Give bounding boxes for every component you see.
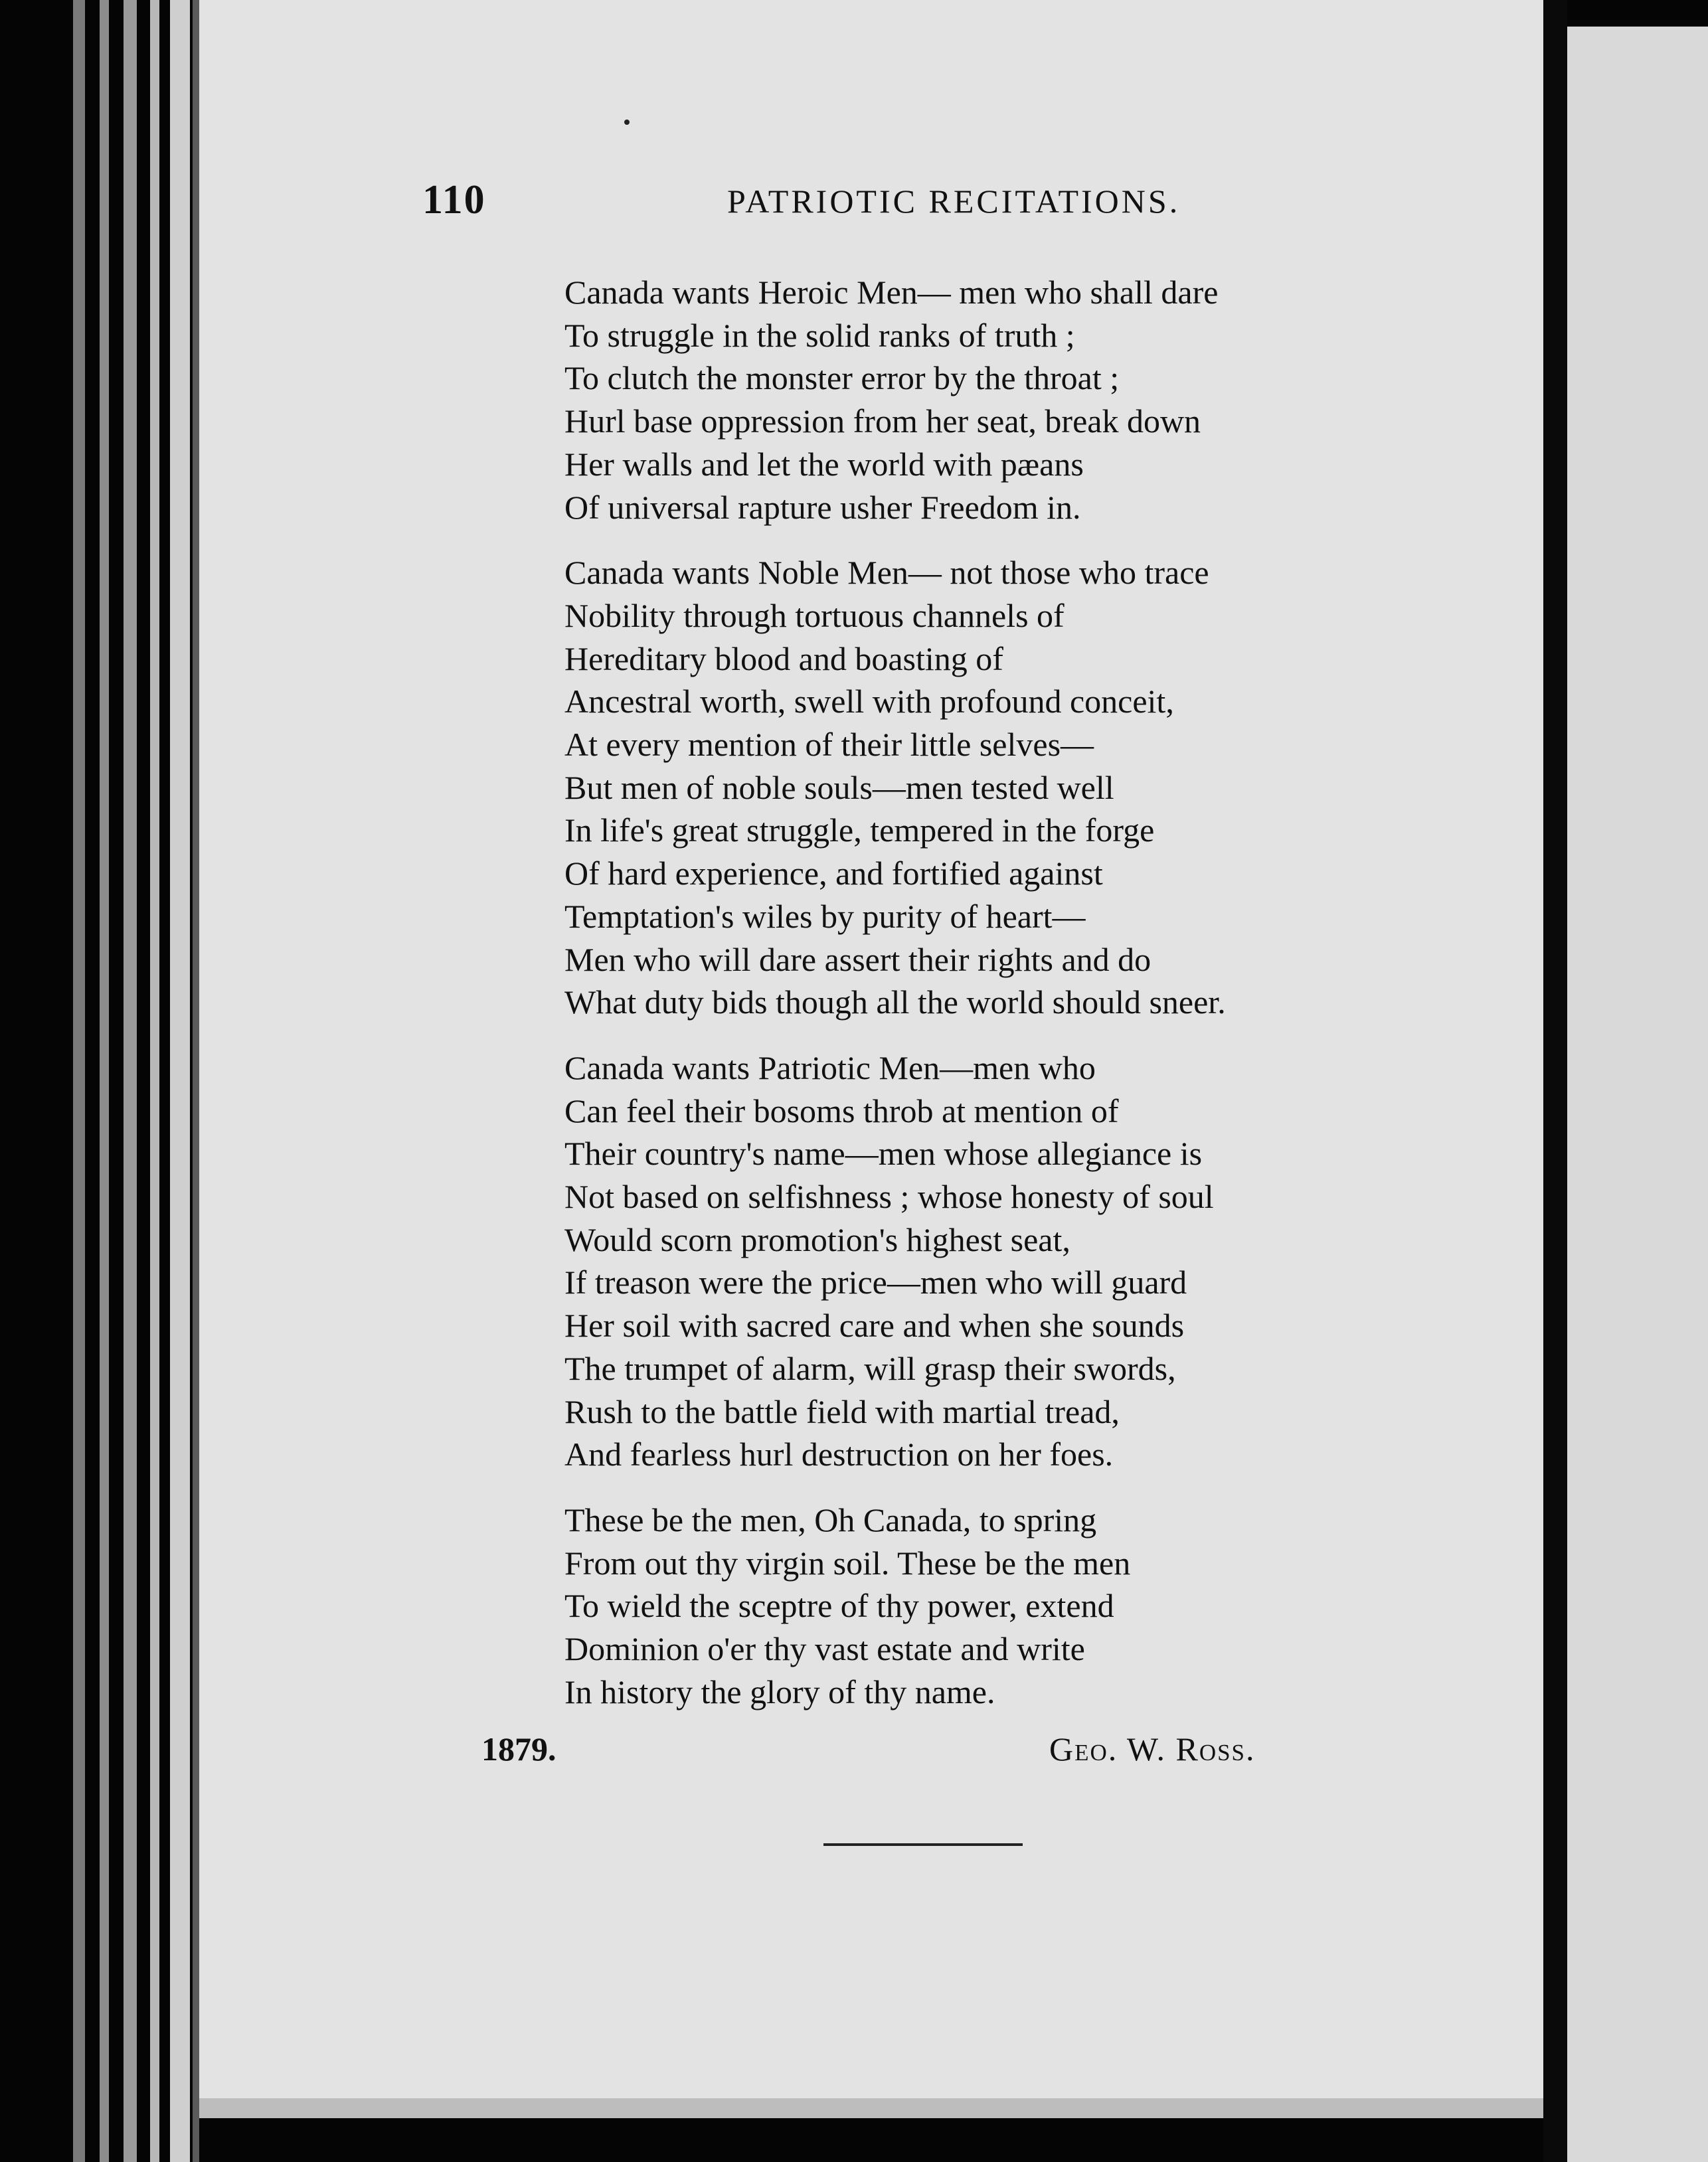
- page-number: 110: [422, 177, 486, 222]
- stanza: [564, 551, 1226, 1024]
- poem-line: Of universal rapture usher Freedom in.: [564, 488, 1081, 526]
- poem-line: In life's great struggle, tempered in the forge: [564, 811, 1155, 849]
- poem-line: Her soil with sacred care and when she sounds: [564, 1307, 1185, 1345]
- book-page: [199, 0, 1543, 2118]
- ink-speck: [624, 120, 630, 125]
- poem-line: If treason were the price—men who will guard: [564, 1264, 1187, 1301]
- poem-author: Geo. W. Ross.: [1049, 1730, 1256, 1768]
- poem-line: What duty bids though all the world should sneer.: [564, 983, 1226, 1021]
- poem-line: Can feel their bosoms throb at mention of: [564, 1092, 1119, 1129]
- poem-line: The trumpet of alarm, will grasp their swords,: [564, 1349, 1176, 1387]
- poem-line: From out thy virgin soil. These be the men: [564, 1544, 1131, 1582]
- poem-line: Rush to the battle field with martial tread,: [564, 1392, 1120, 1430]
- poem-line: Men who will dare assert their rights and do: [564, 940, 1152, 978]
- poem-line: Canada wants Patriotic Men—men who: [564, 1048, 1096, 1086]
- adjacent-page: [1567, 27, 1708, 2162]
- poem-line: Dominion o'er thy vast estate and write: [564, 1630, 1085, 1668]
- page-edge: [150, 0, 159, 2162]
- poem-line: Canada wants Heroic Men— men who shall dare: [564, 274, 1219, 311]
- poem-line: To struggle in the solid ranks of truth ;: [564, 316, 1075, 354]
- poem-line: Not based on selfishness ; whose honesty of soul: [564, 1178, 1214, 1216]
- poem-line: But men of noble souls—men tested well: [564, 768, 1114, 806]
- book-title: PATRIOTIC RECITATIONS.: [727, 183, 1181, 220]
- poem-line: And fearless hurl destruction on her foes.: [564, 1436, 1114, 1473]
- end-rule: [823, 1843, 1023, 1846]
- poem-line: At every mention of their little selves—: [564, 726, 1094, 764]
- poem-line: Ancestral worth, swell with profound conceit,: [564, 683, 1174, 720]
- poem-line: To clutch the monster error by the throat ;: [564, 359, 1120, 397]
- poem-line: Would scorn promotion's highest seat,: [564, 1220, 1070, 1258]
- page-edge: [73, 0, 85, 2162]
- stanza: [564, 271, 1226, 529]
- stanza: [564, 1499, 1226, 1714]
- poem-line: Her walls and let the world with pæans: [564, 445, 1084, 483]
- page-edge: [193, 0, 199, 2162]
- poem-line: In history the glory of thy name.: [564, 1673, 995, 1710]
- gutter-shadow: [1543, 0, 1567, 2162]
- page-edge: [100, 0, 109, 2162]
- poem: [564, 271, 1226, 1736]
- poem-line: To wield the sceptre of thy power, extend: [564, 1587, 1114, 1625]
- poem-line: Their country's name—men whose allegiance is: [564, 1135, 1203, 1173]
- poem-line: Hereditary blood and boasting of: [564, 639, 1003, 677]
- stanza: [564, 1046, 1226, 1476]
- page-edge: [170, 0, 190, 2162]
- poem-line: Temptation's wiles by purity of heart—: [564, 897, 1086, 935]
- page-edge: [124, 0, 137, 2162]
- poem-line: Of hard experience, and fortified against: [564, 855, 1103, 892]
- poem-year: 1879.: [481, 1730, 556, 1768]
- poem-line: Nobility through tortuous channels of: [564, 596, 1065, 634]
- poem-line: Hurl base oppression from her seat, break down: [564, 402, 1201, 440]
- poem-line: Canada wants Noble Men— not those who trace: [564, 554, 1209, 592]
- poem-line: These be the men, Oh Canada, to spring: [564, 1501, 1097, 1538]
